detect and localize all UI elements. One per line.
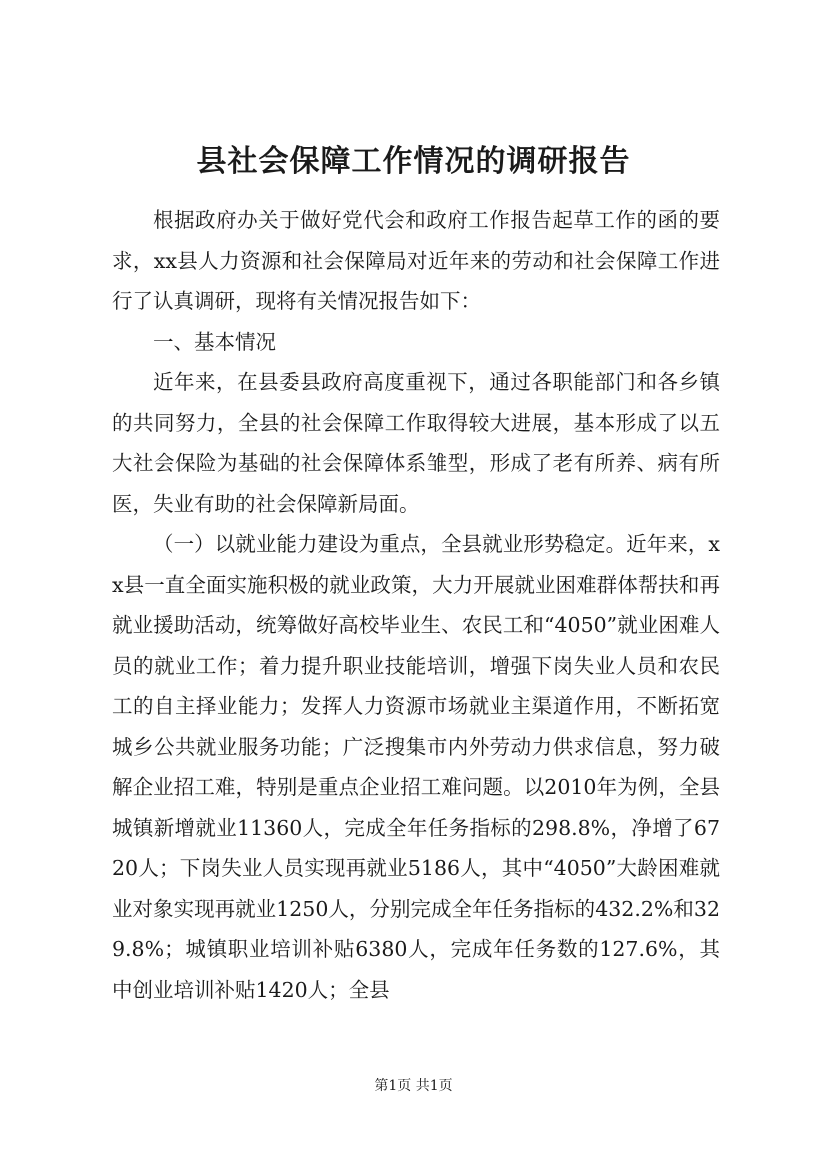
document-body bbox=[112, 200, 720, 1010]
paragraph-employment: （一）以就业能力建设为重点，全县就业形势稳定。近年来，xx县一直全面实施积极的就业政策，大力开展就业困难群体帮扶和再就业援助活动，统筹做好高校毕业生、农民工和“4050”就业困难人员的就业工作；着力提升职业技能培训，增强下岗失业人员和农民工的自主择业能力；发挥人力资源市场就业主渠道作用，不断拓宽城乡公共就业服务功能；广泛搜集市内外劳动力供求信息，努力破解企业招工难，特别是重点企业招工难问题。以2010年为例，全县城镇新增就业11360人，完成全年任务指标的298.8%，净增了6720人；下岗失业人员实现再就业5186人，其中“4050”大龄困难就业对象实现再就业1250人，分别完成全年任务指标的432.2%和329.8%；城镇职业培训补贴6380人，完成年任务数的127.6%，其中创业培训补贴1420人；全县 bbox=[112, 532, 720, 1002]
paragraph-overview: 近年来，在县委县政府高度重视下，通过各职能部门和各乡镇的共同努力，全县的社会保障工作取得较大进展，基本形成了以五大社会保险为基础的社会保障体系雏型，形成了老有所养、病有所医，失业有助的社会保障新局面。 bbox=[112, 370, 720, 516]
page-footer: 第1页 共1页 bbox=[374, 1078, 453, 1094]
document-title: 县社会保障工作情况的调研报告 bbox=[196, 144, 631, 179]
paragraph-intro: 根据政府办关于做好党代会和政府工作报告起草工作的函的要求，xx县人力资源和社会保障局对近年来的劳动和社会保障工作进行了认真调研，现将有关情况报告如下： bbox=[112, 208, 720, 313]
section-heading-basic-situation: 一、基本情况 bbox=[153, 329, 276, 354]
